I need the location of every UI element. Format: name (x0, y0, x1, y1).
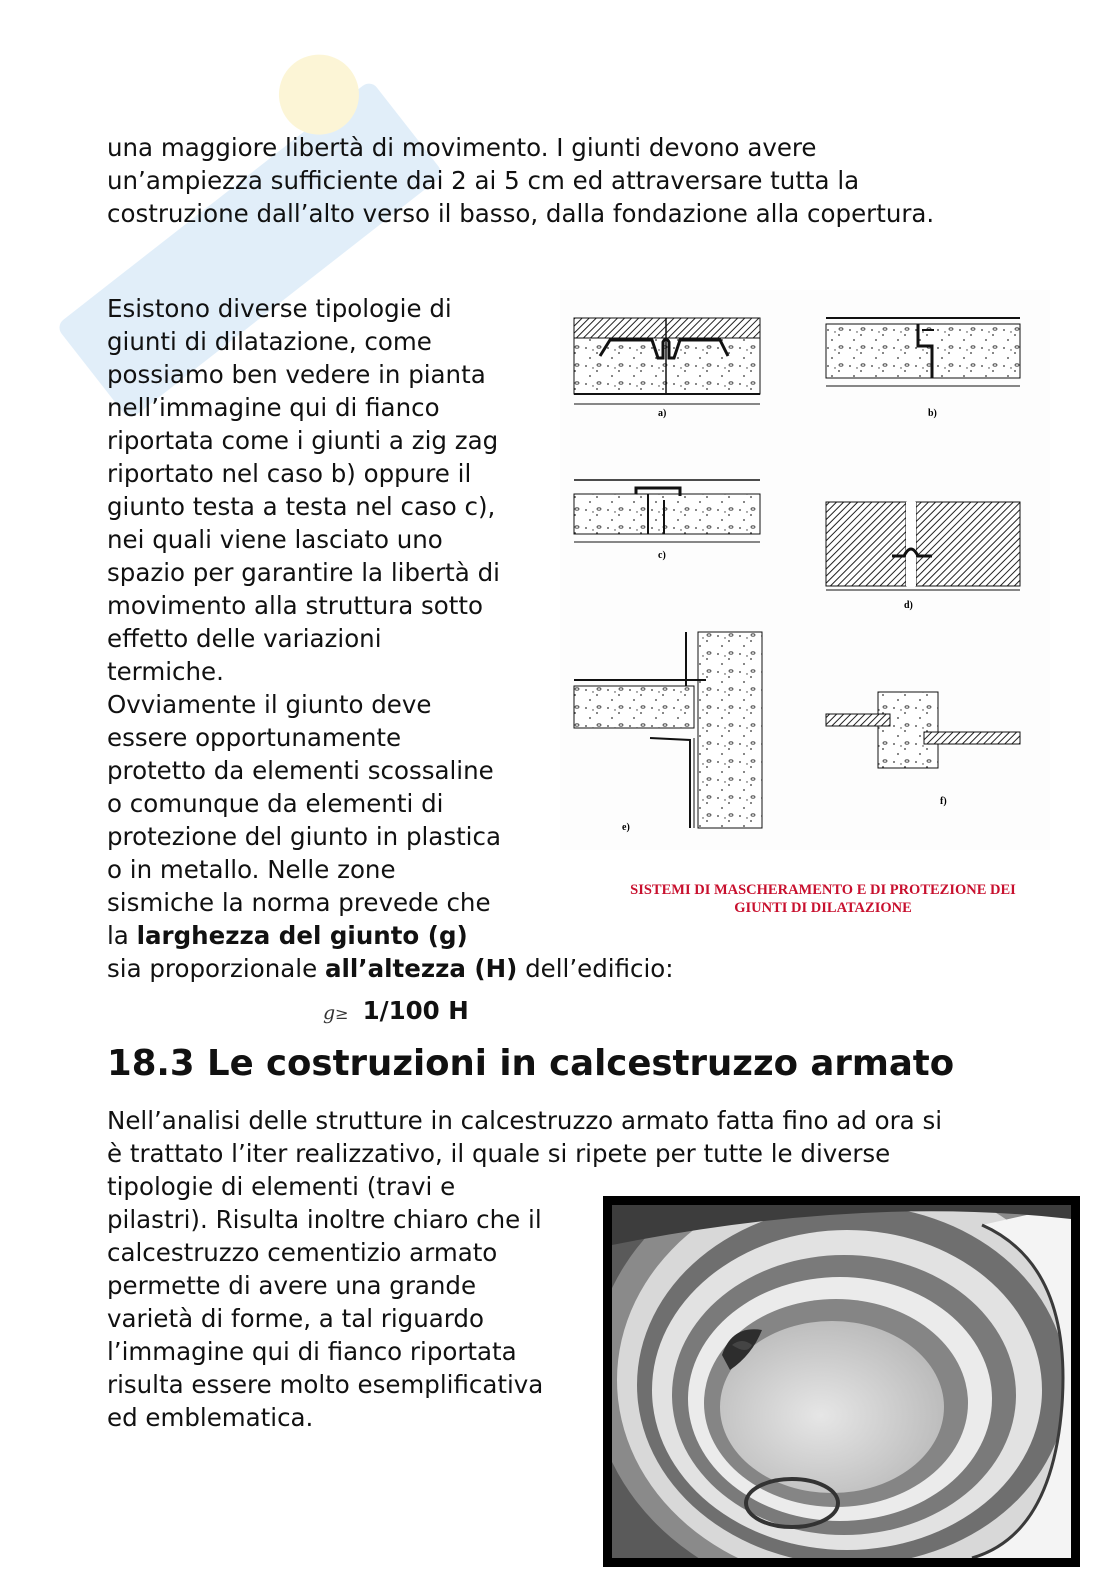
joints-line: effetto delle variazioni (107, 624, 382, 653)
label-c: c) (658, 550, 666, 561)
expansion-joints-figure (560, 290, 1050, 854)
joints-line: protezione del giunto in plastica (107, 822, 501, 851)
joints-line: riportata come i giunti a zig zag (107, 426, 499, 455)
label-b: b) (928, 408, 937, 419)
section-line: è trattato l’iter realizzativo, il quale si ripete per tutte le diverse (107, 1139, 891, 1168)
section-line: ed emblematica. (107, 1403, 314, 1432)
section-line: calcestruzzo cementizio armato (107, 1238, 498, 1267)
joints-line: nell’immagine qui di fianco (107, 393, 440, 422)
label-f: f) (940, 796, 947, 807)
joints-line: sismiche la norma prevede che (107, 888, 491, 917)
joints-line: Esistono diverse tipologie di (107, 294, 452, 323)
figure-caption: SISTEMI DI MASCHERAMENTO E DI PROTEZIONE DEI GIUNTI DI DILATAZIONE (630, 882, 1016, 916)
joints-line: giunti di dilatazione, come (107, 327, 432, 356)
joints-line: o comunque da elementi di (107, 789, 444, 818)
joints-line: essere opportunamente (107, 723, 402, 752)
formula-expression: 1/100 H (362, 996, 469, 1025)
joints-line: o in metallo. Nelle zone (107, 855, 396, 884)
joints-line-height: sia proporzionale all’altezza (H) dell’edificio: (107, 954, 674, 983)
joints-line: termiche. (107, 657, 224, 686)
intro-line: costruzione dall’alto verso il basso, dalla fondazione alla copertura. (107, 199, 935, 228)
joints-line: possiamo ben vedere in pianta (107, 360, 486, 389)
joints-line-width: la larghezza del giunto (g) (107, 921, 468, 950)
section-line: Nell’analisi delle strutture in calcestruzzo armato fatta fino ad ora si (107, 1106, 943, 1135)
joints-line: spazio per garantire la libertà di (107, 558, 500, 587)
joints-line: Ovviamente il giunto deve (107, 690, 432, 719)
formula-variable: g (323, 1002, 336, 1024)
joint-diagram-a (574, 318, 760, 419)
label-e: e) (622, 822, 630, 833)
formula-operator: ≥ (335, 1004, 349, 1023)
label-d: d) (904, 600, 913, 611)
section-line: l’immagine qui di fianco riportata (107, 1337, 517, 1366)
joints-line: movimento alla struttura sotto (107, 591, 483, 620)
section-line: varietà di forme, a tal riguardo (107, 1304, 484, 1333)
building-height-term: all’altezza (H) (324, 954, 518, 983)
joints-line: protetto da elementi scossaline (107, 756, 494, 785)
section-line: risulta essere molto esemplificativa (107, 1370, 544, 1399)
section-heading: 18.3 Le costruzioni in calcestruzzo armato (107, 1043, 955, 1084)
intro-line: una maggiore libertà di movimento. I giunti devono avere (107, 133, 817, 162)
joints-line: nei quali viene lasciato uno (107, 525, 443, 554)
intro-line: un’ampiezza sufficiente dai 2 ai 5 cm ed attraversare tutta la (107, 166, 860, 195)
joint-width-formula (323, 996, 469, 1025)
label-a: a) (658, 408, 667, 419)
section-line: pilastri). Risulta inoltre chiaro che il (107, 1205, 542, 1234)
joints-line: riportato nel caso b) oppure il (107, 459, 472, 488)
section-line: tipologie di elementi (travi e (107, 1172, 456, 1201)
spiral-atrium-photo (603, 1196, 1080, 1567)
section-line: permette di avere una grande (107, 1271, 477, 1300)
joints-line: giunto testa a testa nel caso c), (107, 492, 496, 521)
joint-width-term: larghezza del giunto (g) (136, 921, 468, 950)
